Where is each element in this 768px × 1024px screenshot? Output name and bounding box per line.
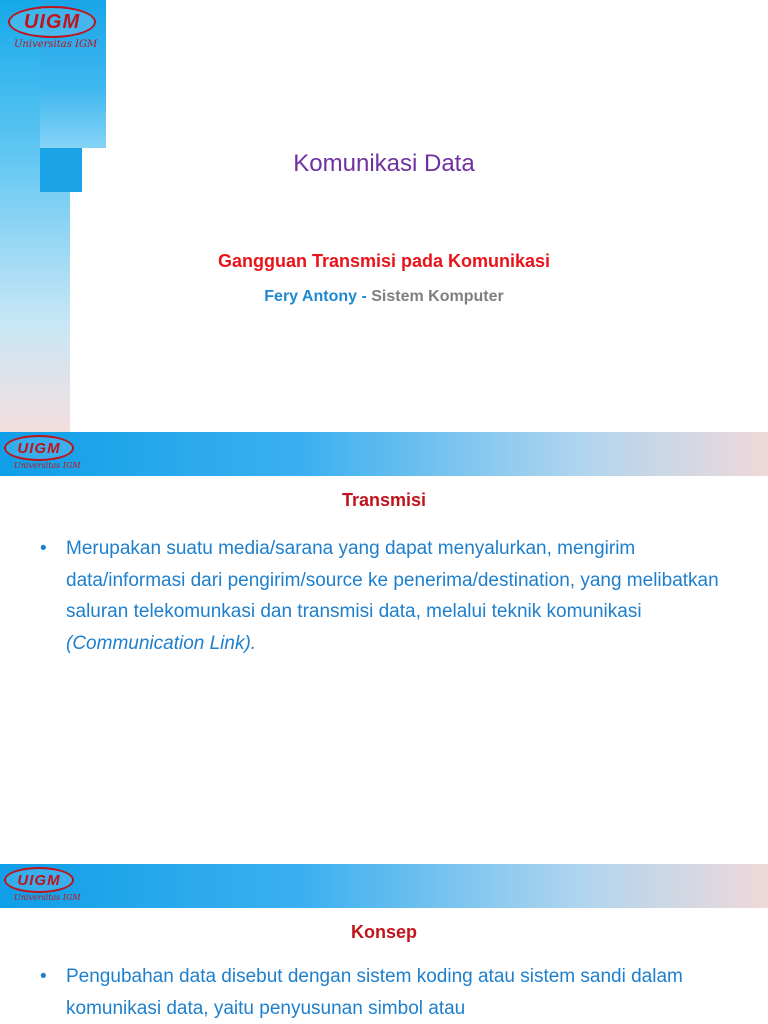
slide-heading: Transmisi: [341, 490, 427, 510]
bullet-text: Pengubahan data disebut dengan sistem koding atau sistem sandi dalam komunikasi data, yaitu penyusunan simbol atau: [66, 966, 683, 1019]
logo-tagline: Universitas IGM: [14, 461, 81, 470]
konsep-slide: [0, 864, 768, 1024]
transmisi-slide: [0, 432, 768, 864]
uigm-logo: [8, 6, 97, 50]
author-name: Fery Antony -: [264, 288, 372, 305]
author-line: [0, 288, 768, 306]
author-department: Sistem Komputer: [371, 288, 504, 305]
logo-mark: UIGM: [4, 867, 74, 893]
title-slide: [0, 0, 768, 432]
logo-mark: UIGM: [4, 435, 74, 461]
bullet-emphasis: (Communication Link).: [66, 632, 257, 654]
bullet-dot-icon: •: [40, 538, 47, 559]
bullet-body: Merupakan suatu media/sarana yang dapat menyalurkan, mengirim data/informasi dari pengirim/source ke penerima/destination, yang melibatkan saluran telekomunkasi dan transmisi data, melalui teknik komunikasi: [66, 538, 719, 622]
logo-mark: UIGM: [8, 6, 96, 38]
bullet-text: [40, 533, 730, 659]
bullet-item: [40, 533, 730, 659]
uigm-logo: [4, 867, 81, 902]
header-band: [0, 864, 768, 908]
bullet-dot-icon: •: [40, 966, 47, 987]
header-band: [0, 432, 768, 476]
slide-title: Komunikasi Data: [293, 150, 475, 177]
logo-tagline: Universitas IGM: [14, 39, 98, 50]
slide-heading: Konsep: [350, 922, 417, 942]
slide-subtitle: Gangguan Transmisi pada Komunikasi: [217, 251, 551, 271]
logo-tagline: Universitas IGM: [14, 893, 81, 902]
uigm-logo: [4, 435, 81, 470]
bullet-item: [40, 961, 730, 1024]
